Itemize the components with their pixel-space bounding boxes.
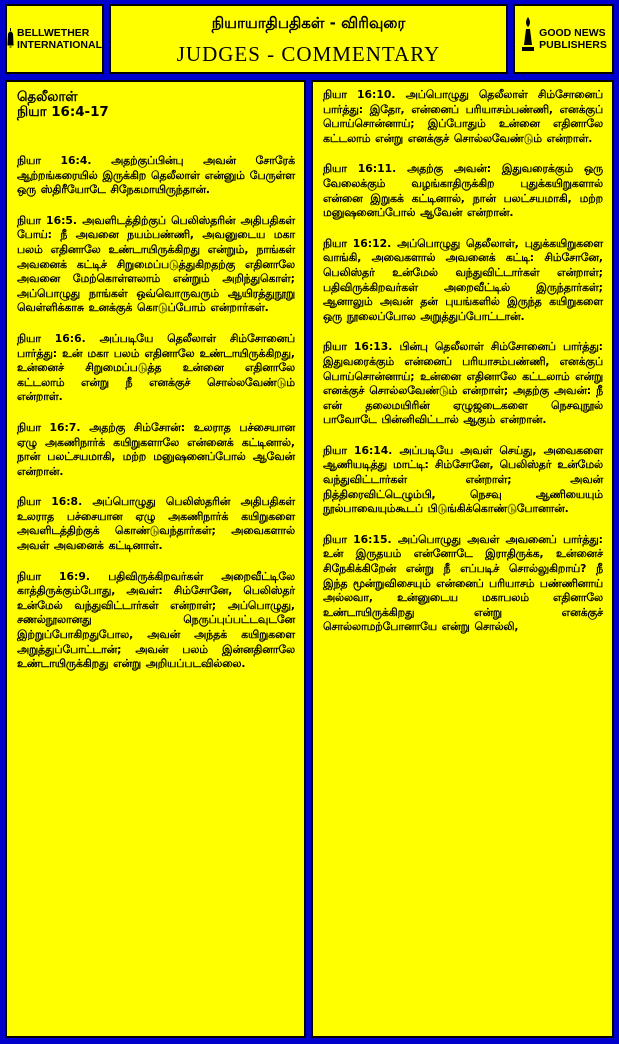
page-title-english: JUDGES - COMMENTARY: [176, 42, 441, 66]
heading-reference: நியா 16:4-17: [17, 105, 109, 120]
verse-16-4: நியா 16:4. அதற்குப்பின்பு அவன் சோரேக் ஆற்றங்கரையில் இருக்கிற தெலீலாள் என்னும் பேருள்ள ஒரு ஸ்திரீயோடே சிநேகமாயிருந்தான்.: [17, 154, 295, 197]
verse-16-8: நியா 16:8. அப்பொழுது பெலிஸ்தரின் அதிபதிகள் உலராத பச்சையான ஏழு அகணிநார்க் கயிறுகளை அவளிடத்திற்குக் கொண்டுவந்தார்கள்; அவைகளால் அவள் அவனைக் கட்டினாள்.: [17, 495, 295, 553]
right-column: [311, 80, 614, 1038]
verse-16-5: நியா 16:5. அவளிடத்திற்குப் பெலிஸ்தரின் அதிபதிகள் போய்: நீ அவனை நயம்பண்ணி, அவனுடைய மகா பலம் எதினாலே உண்டாயிருக்கிறது என்றும், நாங்கள் அவனைக் கட்டிச் சிறுமைப்படுத்துகிறதற்கு எதினாலே அவனை மேற்கொள்ளலாம் என்றும் அறிந்துகொள்; அப்பொழுது நாங்கள் ஒவ்வொருவரும் ஆயிரத்துநூறு வெள்ளிக்காசு உனக்குக் கொடுப்போம் என்றார்கள்.: [17, 213, 295, 315]
heading-name: தெலீலாள்: [17, 90, 78, 105]
logo-left-line1: BELLWETHER: [17, 27, 90, 39]
verse-16-9: நியா 16:9. பதிவிருக்கிறவர்கள் அறைவீட்டிலே காத்திருக்கும்போது, அவள்: சிம்சோனே, பெலிஸ்தர் உன்மேல் வந்துவிட்டார்கள் என்றாள்; அப்பொழுது, சணல்நூலானது நெருப்புப்பட்டவுடனே இற்றுப்போகிறதுபோல, அவன் அந்தக் கயிறுகளை அறுத்துப்போட்டான்; அவன் பலம் இன்னதினாலே உண்டாயிருக்கிறது என்று அறியப்படவில்லை.: [17, 569, 295, 671]
verse-16-11: நியா 16:11. அதற்கு அவன்: இதுவரைக்கும் ஒரு வேலைக்கும் வழங்காதிருக்கிற புதுக்கயிறுகளால் என்னை இறுகக் கட்டினால், நான் பலட்சயமாகி, மற்ற மனுஷனைப்போல் ஆவேன் என்றான்.: [323, 162, 603, 220]
verse-16-14: நியா 16:14. அப்படியே அவள் செய்து, அவைகளை ஆணியடித்து மாட்டி: சிம்சோனே, பெலிஸ்தர் உன்மேல் வந்துவிட்டார்கள் என்றாள்; அவன் நித்திரைவிட்டெழும்பி, நெசவு ஆணியையும் நூல்பாவையும்கூடப் பிடுங்கிக்கொண்டுபோனான்.: [323, 443, 603, 516]
bell-icon: [7, 15, 14, 63]
logo-right-line1: GOOD NEWS: [539, 27, 606, 39]
good-news-logo: [513, 4, 614, 74]
lamp-icon: [520, 15, 536, 63]
verse-16-12: நியா 16:12. அப்பொழுது தெலீலாள், புதுக்கயிறுகளை வாங்கி, அவைகளால் அவனைக் கட்டி: சிம்சோனே, பெலிஸ்தர் உன்மேல் வந்துவிட்டார்கள் என்றாள்; பதிவிருக்கிறவர்கள் அறைவீட்டில் இருந்தார்கள்; ஆனாலும் அவன் தன் புயங்களில் இருந்த கயிறுகளை ஒரு நூலைப்போல அறுத்துப்போட்டான்.: [323, 236, 603, 323]
verse-16-6: நியா 16:6. அப்படியே தெலீலாள் சிம்சோனைப் பார்த்து: உன் மகா பலம் எதினாலே உண்டாயிருக்கிறது, உன்னைச் சிறுமைப்படுத்த உன்னை எதினாலே கட்டலாம் என்று நீ எனக்குச் சொல்லவேண்டும் என்றாள்.: [17, 331, 295, 404]
page-title-tamil: நியாயாதிபதிகள் - விரிவுரை: [211, 14, 406, 32]
left-column: [5, 80, 306, 1038]
verse-16-15: நியா 16:15. அப்பொழுது அவள் அவனைப் பார்த்து: உன் இருதயம் என்னோடே இராதிருக்க, உன்னைச் சிநேகிக்கிறேன் என்று நீ எப்படிச் சொல்லுகிறாய்? நீ இந்த மூன்றுவிசையும் என்னைப் பரியாசம் பண்ணினாய் அல்லவா, உன்னுடைய மகாபலம் எதினாலே உண்டாயிருக்கிறது என்று எனக்குச் சொல்லாமற்போனாயே என்று சொல்லி,: [323, 532, 603, 634]
section-heading: [17, 90, 295, 120]
verse-16-13: நியா 16:13. பின்பு தெலீலாள் சிம்சோனைப் பார்த்து: இதுவரைக்கும் என்னைப் பரியாசம்பண்ணி, எனக்குப் பொய்சொன்னாய்; உன்னை எதினாலே கட்டலாம் என்று எனக்குச் சொல்லவேண்டும் என்றாள்; அதற்கு அவன்: நீ என் தலைமயிரின் ஏழுஜடைகளை நெசவுநூல் பாவோடே பின்னிவிட்டால் ஆகும் என்றான்.: [323, 340, 603, 427]
verse-16-7: நியா 16:7. அதற்கு சிம்சோன்: உலராத பச்சையான ஏழு அகணிநார்க் கயிறுகளாலே என்னைக் கட்டினால், நான் பலட்சயமாகி, மற்ற மனுஷனைப்போல் ஆவேன் என்றான்.: [17, 420, 295, 478]
logo-left-line2: INTERNATIONAL: [17, 39, 102, 51]
page-header: [109, 4, 508, 74]
logo-right-line2: PUBLISHERS: [539, 39, 607, 51]
bellwether-logo: [5, 4, 104, 74]
verse-16-10: நியா 16:10. அப்பொழுது தெலீலாள் சிம்சோனைப் பார்த்து: இதோ, என்னைப் பரியாசம்பண்ணி, எனக்குப் பொய்சொன்னாய்; இப்போதும் உன்னை எதினாலே கட்டலாம் என்று எனக்குச் சொல்லவேண்டும் என்றாள்.: [323, 88, 603, 145]
